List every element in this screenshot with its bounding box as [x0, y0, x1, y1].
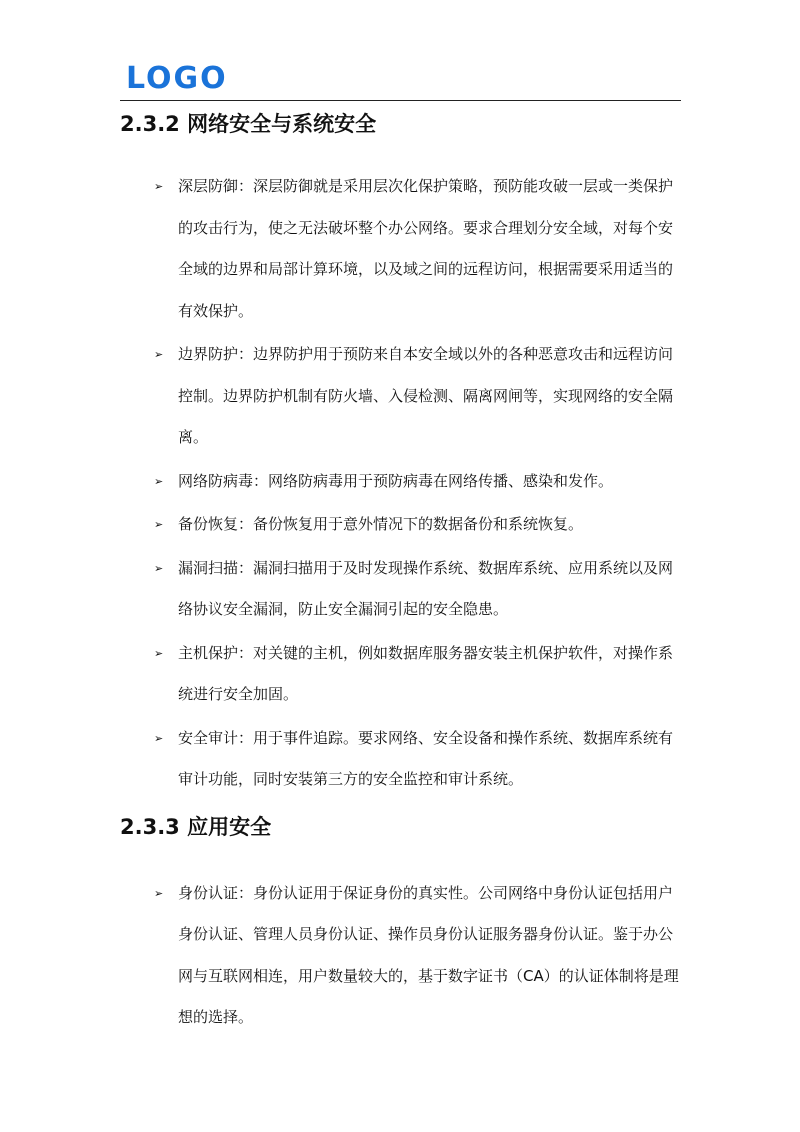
arrow-bullet-icon: ➢ [154, 348, 164, 361]
arrow-bullet-icon: ➢ [154, 646, 164, 660]
list-item [120, 166, 686, 332]
arrow-bullet-icon: ➢ [154, 561, 164, 575]
list-item-text: 安全审计：用于事件追踪。要求网络、安全设备和操作系统、数据库系统有审计功能，同时安装第三方的安全监控和审计系统。 [178, 728, 674, 788]
list-item-text: 漏洞扫描：漏洞扫描用于及时发现操作系统、数据库系统、应用系统以及网络协议安全漏洞，防止安全漏洞引起的安全隐患。 [178, 558, 674, 618]
section-title-application-security: 2.3.3 应用安全 [120, 814, 272, 839]
arrow-bullet-icon: ➢ [154, 886, 164, 900]
list-item-text: 主机保护：对关键的主机，例如数据库服务器安装主机保护软件，对操作系统进行安全加固。 [178, 643, 674, 703]
network-security-list [120, 166, 686, 801]
arrow-bullet-icon: ➢ [154, 180, 164, 193]
arrow-bullet-icon: ➢ [154, 518, 164, 531]
section-title-network-security: 2.3.2 网络安全与系统安全 [120, 112, 377, 136]
list-item-text: 身份认证：身份认证用于保证身份的真实性。公司网络中身份认证包括用户身份认证、管理人员身份认证、操作员身份认证服务器身份认证。鉴于办公网与互联网相连，用户数量较大的，基于数字证书（CA）的认证体制将是理想的选择。 [178, 883, 679, 1026]
arrow-bullet-icon: ➢ [154, 474, 164, 488]
page-header [120, 60, 681, 101]
list-item-text: 网络防病毒：网络防病毒用于预防病毒在网络传播、感染和发作。 [178, 471, 614, 490]
list-item [120, 548, 686, 631]
list-item-text: 边界防护：边界防护用于预防来自本安全域以外的各种恶意攻击和远程访问控制。边界防护机制有防火墙、入侵检测、隔离网闸等，实现网络的安全隔离。 [178, 345, 674, 446]
list-item [120, 718, 686, 801]
list-item [120, 461, 686, 503]
list-item-text: 备份恢复：备份恢复用于意外情况下的数据备份和系统恢复。 [178, 515, 584, 533]
list-item-text: 深层防御：深层防御就是采用层次化保护策略，预防能攻破一层或一类保护的攻击行为，使之无法破坏整个办公网络。要求合理划分安全域，对每个安全域的边界和局部计算环境，以及域之间的远程访问，根据需要采用适当的有效保护。 [178, 177, 674, 320]
application-security-list [120, 873, 686, 1039]
list-item [120, 633, 686, 716]
list-item [120, 334, 686, 459]
logo: LOGO [126, 61, 228, 96]
list-item [120, 504, 686, 546]
document-body [120, 108, 686, 1041]
arrow-bullet-icon: ➢ [154, 731, 164, 745]
list-item [120, 873, 686, 1039]
